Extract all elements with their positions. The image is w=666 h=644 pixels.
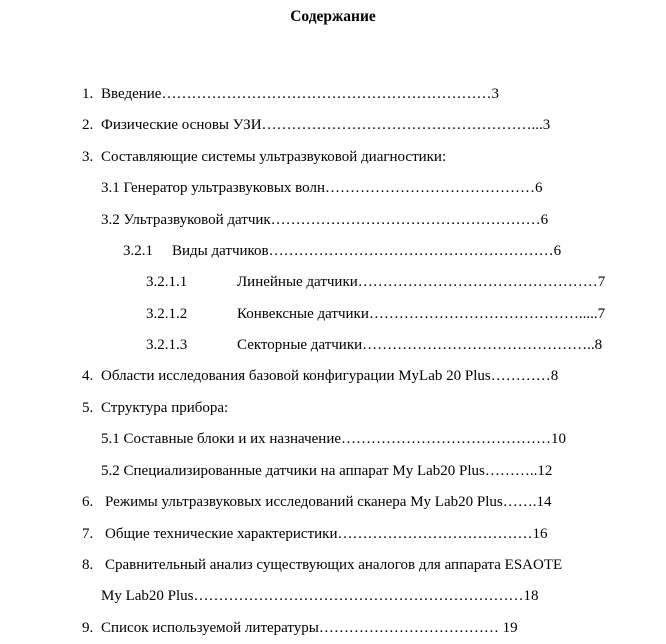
toc-entry-text: Общие технические характеристики…………………………………16 xyxy=(105,526,548,542)
toc-entry-text: Составляющие системы ультразвуковой диагностики: xyxy=(101,149,447,165)
toc-entry-text: 5.2 Специализированные датчики на аппарат My Lab20 Plus………..12 xyxy=(101,463,553,479)
toc-entry-text: Секторные датчики………………………………………..8 xyxy=(237,337,603,353)
toc-entry-text: Области исследования базовой конфигурации MyLab 20 Plus…………8 xyxy=(101,368,559,384)
toc-entry-text: Конвексные датчики…………………………………….....7 xyxy=(237,306,606,322)
toc-entry-number: 7. xyxy=(82,526,94,542)
toc-entry-number: 4. xyxy=(82,368,94,384)
toc-entry-number: 3. xyxy=(82,149,94,165)
toc-entry-text: My Lab20 Plus…………………………………………………………18 xyxy=(101,588,539,604)
toc-entry-number: 9. xyxy=(82,620,94,636)
toc-entry-number: 3.2.1 xyxy=(123,243,153,259)
toc-entry-text: Физические основы УЗИ………………………………………………...3 xyxy=(101,117,551,133)
toc-entry-number: 6. xyxy=(82,494,94,510)
toc-entry-text: 5.1 Составные блоки и их назначение……………………………………10 xyxy=(101,431,566,447)
toc-entry-number: 2. xyxy=(82,117,94,133)
toc-title: Содержание xyxy=(290,8,376,25)
toc-entry-text: Сравнительный анализ существующих аналогов для аппарата ESAOTE xyxy=(105,557,563,573)
toc-entry-text: Введение…………………………………………………………3 xyxy=(101,86,499,102)
toc-entry-number: 3.2.1.2 xyxy=(146,306,188,322)
toc-entry-text: Список используемой литературы……………………………… 19 xyxy=(101,620,518,636)
toc-entry-number: 3.2.1.1 xyxy=(146,274,188,290)
toc-entry-text: Виды датчиков…………………………………………………6 xyxy=(172,243,562,259)
toc-entry-text: 3.1 Генератор ультразвуковых волн……………………………………6 xyxy=(101,180,543,196)
toc-entry-number: 8. xyxy=(82,557,94,573)
toc-entry-text: Структура прибора: xyxy=(101,400,229,416)
toc-entry-number: 3.2.1.3 xyxy=(146,337,188,353)
toc-entry-text: 3.2 Ультразвуковой датчик………………………………………………6 xyxy=(101,212,549,228)
toc-entry-number: 5. xyxy=(82,400,94,416)
toc-entry-text: Режимы ультразвуковых исследований сканера My Lab20 Plus…….14 xyxy=(105,494,552,510)
toc-entry-text: Линейные датчики…………………………………………7 xyxy=(237,274,606,290)
toc-entry-number: 1. xyxy=(82,86,94,102)
